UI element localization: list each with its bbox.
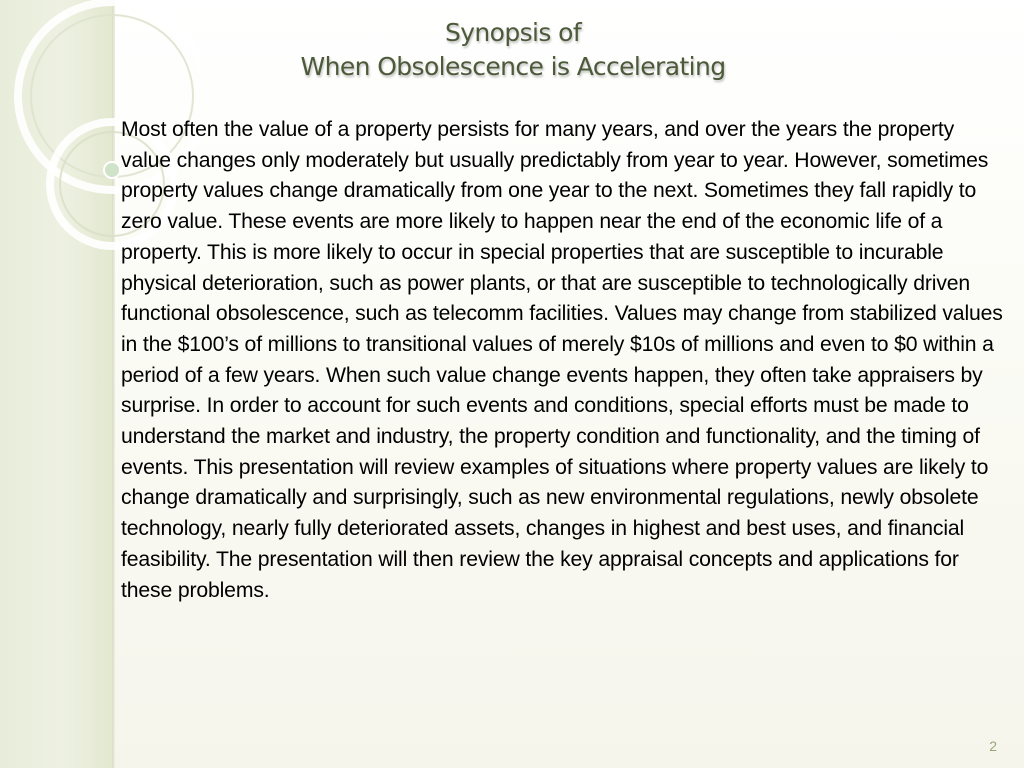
page-number: 2 (989, 738, 997, 754)
synopsis-body-text: Most often the value of a property persists for many years, and over the years the property value changes only moderately but usually predictably from year to year. However, sometimes property values change dramatically from one year to the next. Sometimes they fall rapidly to zero value. These events are more likely to happen near the end of the economic life of a property. This is more likely to occur in special properties that are susceptible to incurable physical deterioration, such as power plants, or that are susceptible to technologically driven functional obsolescence, such as telecomm facilities. Values may change from stabilized values in the $100’s of millions to transitional values of merely $10s of millions and even to $0 within a period of a few years. When such value change events happen, they often take appraisers by surprise. In order to account for such events and conditions, special efforts must be made to understand the market and industry, the property condition and functionality, and the timing of events. This presentation will review examples of situations where property values are likely to change dramatically and surprisingly, such as new environmental regulations, newly obsolete technology, nearly fully deteriorated assets, changes in highest and best uses, and financial feasibility. The presentation will then review the key appraisal concepts and applications for these problems. (121, 118, 1003, 602)
decor-dot (104, 162, 120, 178)
title-line-2: When Obsolescence is Accelerating (300, 52, 726, 81)
slide-title (200, 16, 826, 84)
title-line-1: Synopsis of (444, 18, 582, 47)
